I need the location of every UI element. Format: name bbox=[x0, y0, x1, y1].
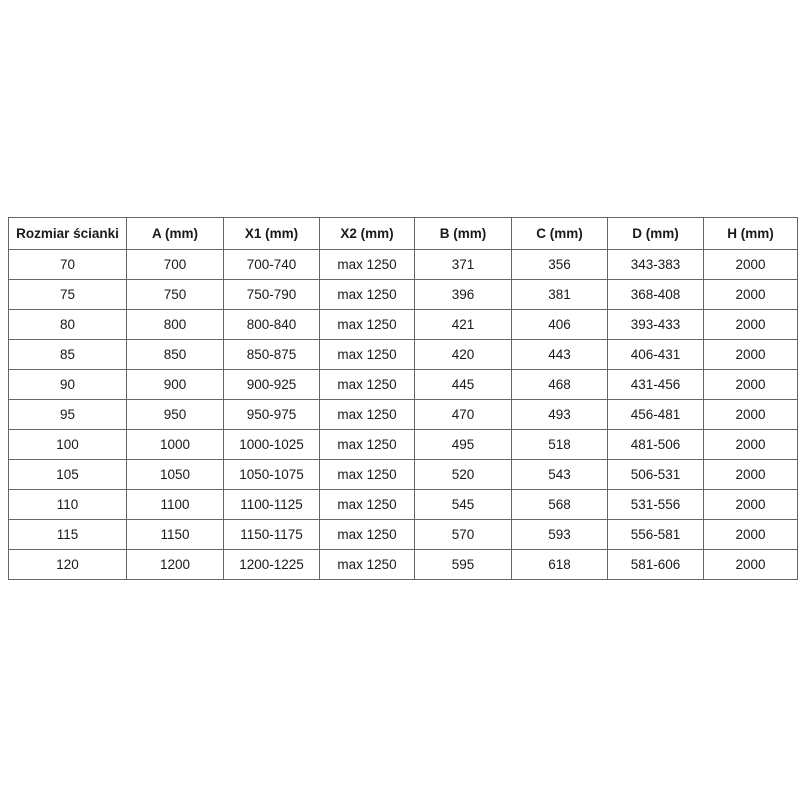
table-cell: 750 bbox=[127, 280, 224, 310]
table-body bbox=[9, 250, 798, 580]
table-cell: max 1250 bbox=[320, 370, 415, 400]
table-cell: 421 bbox=[415, 310, 512, 340]
table-cell: 368-408 bbox=[608, 280, 704, 310]
table-cell: 90 bbox=[9, 370, 127, 400]
table-cell: 531-556 bbox=[608, 490, 704, 520]
table-cell: 100 bbox=[9, 430, 127, 460]
table-cell: 2000 bbox=[704, 490, 798, 520]
table-row bbox=[9, 280, 798, 310]
table-cell: 1150-1175 bbox=[224, 520, 320, 550]
table-cell: 393-433 bbox=[608, 310, 704, 340]
column-header: X1 (mm) bbox=[224, 218, 320, 250]
column-header: A (mm) bbox=[127, 218, 224, 250]
table-cell: 1200-1225 bbox=[224, 550, 320, 580]
table-cell: 800-840 bbox=[224, 310, 320, 340]
table-cell: 2000 bbox=[704, 400, 798, 430]
table-row bbox=[9, 370, 798, 400]
table-cell: max 1250 bbox=[320, 550, 415, 580]
table-cell: max 1250 bbox=[320, 460, 415, 490]
table-cell: 850-875 bbox=[224, 340, 320, 370]
column-header: D (mm) bbox=[608, 218, 704, 250]
table-cell: 800 bbox=[127, 310, 224, 340]
column-header: X2 (mm) bbox=[320, 218, 415, 250]
table-cell: 700-740 bbox=[224, 250, 320, 280]
table-cell: 2000 bbox=[704, 280, 798, 310]
dimensions-spec-table bbox=[8, 217, 798, 580]
column-header: B (mm) bbox=[415, 218, 512, 250]
table-cell: 468 bbox=[512, 370, 608, 400]
table-cell: 950-975 bbox=[224, 400, 320, 430]
table-cell: 493 bbox=[512, 400, 608, 430]
table-cell: 1200 bbox=[127, 550, 224, 580]
table-cell: 750-790 bbox=[224, 280, 320, 310]
table-cell: 1050-1075 bbox=[224, 460, 320, 490]
table-cell: 443 bbox=[512, 340, 608, 370]
table-cell: 2000 bbox=[704, 250, 798, 280]
table-cell: 1000-1025 bbox=[224, 430, 320, 460]
table-row bbox=[9, 340, 798, 370]
table-row bbox=[9, 550, 798, 580]
table-cell: 520 bbox=[415, 460, 512, 490]
table-cell: 506-531 bbox=[608, 460, 704, 490]
table-header-row bbox=[9, 218, 798, 250]
table-cell: 115 bbox=[9, 520, 127, 550]
table-cell: 85 bbox=[9, 340, 127, 370]
table-cell: 1050 bbox=[127, 460, 224, 490]
table-cell: 356 bbox=[512, 250, 608, 280]
table-row bbox=[9, 490, 798, 520]
table-cell: 618 bbox=[512, 550, 608, 580]
table-cell: 593 bbox=[512, 520, 608, 550]
table-cell: 900 bbox=[127, 370, 224, 400]
table-cell: 543 bbox=[512, 460, 608, 490]
table-cell: 2000 bbox=[704, 430, 798, 460]
column-header: Rozmiar ścianki bbox=[9, 218, 127, 250]
table-cell: 80 bbox=[9, 310, 127, 340]
table-cell: 406 bbox=[512, 310, 608, 340]
table-cell: 556-581 bbox=[608, 520, 704, 550]
table-cell: 481-506 bbox=[608, 430, 704, 460]
table-cell: max 1250 bbox=[320, 280, 415, 310]
table-cell: 95 bbox=[9, 400, 127, 430]
table-cell: 110 bbox=[9, 490, 127, 520]
table-row bbox=[9, 520, 798, 550]
table-cell: 1000 bbox=[127, 430, 224, 460]
table-cell: 420 bbox=[415, 340, 512, 370]
table-cell: 1150 bbox=[127, 520, 224, 550]
table-cell: 545 bbox=[415, 490, 512, 520]
table-cell: 456-481 bbox=[608, 400, 704, 430]
table-cell: 431-456 bbox=[608, 370, 704, 400]
table-cell: max 1250 bbox=[320, 250, 415, 280]
table-cell: 568 bbox=[512, 490, 608, 520]
table-cell: 700 bbox=[127, 250, 224, 280]
table-cell: 70 bbox=[9, 250, 127, 280]
table-cell: max 1250 bbox=[320, 310, 415, 340]
table-row bbox=[9, 250, 798, 280]
table-cell: 518 bbox=[512, 430, 608, 460]
table-cell: 381 bbox=[512, 280, 608, 310]
table-cell: 950 bbox=[127, 400, 224, 430]
table-cell: 1100 bbox=[127, 490, 224, 520]
table-cell: max 1250 bbox=[320, 430, 415, 460]
table-cell: 470 bbox=[415, 400, 512, 430]
table-cell: 2000 bbox=[704, 520, 798, 550]
table-cell: 2000 bbox=[704, 550, 798, 580]
table-cell: 445 bbox=[415, 370, 512, 400]
table-row bbox=[9, 310, 798, 340]
table-cell: 850 bbox=[127, 340, 224, 370]
table-cell: max 1250 bbox=[320, 400, 415, 430]
table-cell: 2000 bbox=[704, 310, 798, 340]
table-cell: 900-925 bbox=[224, 370, 320, 400]
table-cell: 581-606 bbox=[608, 550, 704, 580]
table-cell: 396 bbox=[415, 280, 512, 310]
table-row bbox=[9, 460, 798, 490]
table-row bbox=[9, 400, 798, 430]
table-cell: 570 bbox=[415, 520, 512, 550]
table-row bbox=[9, 430, 798, 460]
column-header: C (mm) bbox=[512, 218, 608, 250]
table-cell: 105 bbox=[9, 460, 127, 490]
table-cell: 406-431 bbox=[608, 340, 704, 370]
table-cell: 2000 bbox=[704, 370, 798, 400]
table-cell: 371 bbox=[415, 250, 512, 280]
table-cell: 75 bbox=[9, 280, 127, 310]
table-cell: max 1250 bbox=[320, 490, 415, 520]
table-cell: 495 bbox=[415, 430, 512, 460]
table-cell: 120 bbox=[9, 550, 127, 580]
table-cell: 343-383 bbox=[608, 250, 704, 280]
table-cell: 2000 bbox=[704, 340, 798, 370]
table-cell: 595 bbox=[415, 550, 512, 580]
table-cell: 2000 bbox=[704, 460, 798, 490]
table-cell: max 1250 bbox=[320, 520, 415, 550]
table-cell: 1100-1125 bbox=[224, 490, 320, 520]
table-cell: max 1250 bbox=[320, 340, 415, 370]
column-header: H (mm) bbox=[704, 218, 798, 250]
